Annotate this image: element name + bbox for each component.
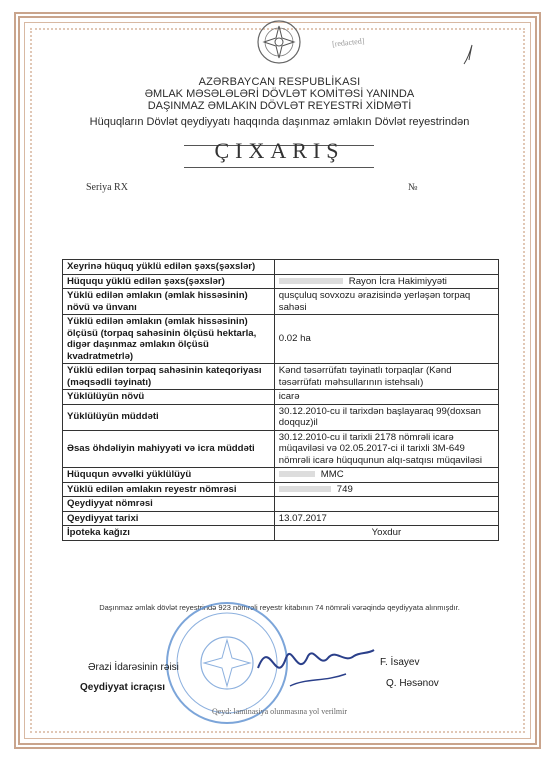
row-key: Yüklülüyün növü bbox=[63, 390, 275, 405]
table-row bbox=[63, 390, 499, 405]
row-key: Yüklü edilən əmlakın reyestr nömrəsi bbox=[63, 482, 275, 497]
table-row bbox=[63, 468, 499, 483]
registry-footnote: Daşınmaz əmlak dövlət reyestrində 923 nömrəli reyestr kitabının 74 nömrəli vərəqində qeydiyyata alınmışdır. bbox=[99, 603, 460, 612]
table-row bbox=[63, 260, 499, 275]
signatory-registrar-name: Q. Həsənov bbox=[386, 678, 439, 689]
coat-of-arms-icon bbox=[254, 18, 304, 66]
redaction bbox=[279, 278, 343, 284]
row-key: Qeydiyyat nömrəsi bbox=[63, 497, 275, 512]
header-subtitle: Hüquqların Dövlət qeydiyyatı haqqında daşınmaz əmlakın Dövlət reyestrindən bbox=[89, 116, 470, 128]
table-row bbox=[63, 430, 499, 468]
row-value: 13.07.2017 bbox=[274, 511, 498, 526]
signature-label-chief: Ərazi İdarəsinin rəisi bbox=[88, 662, 179, 673]
table-row bbox=[63, 364, 499, 390]
table-row bbox=[63, 274, 499, 289]
redaction bbox=[279, 486, 331, 492]
row-value: qusçuluq sovxozu ərazisində yerləşən torpaq sahəsi bbox=[274, 289, 498, 315]
number-label: № bbox=[408, 182, 418, 193]
handwritten-mark bbox=[460, 42, 478, 68]
row-value: 749 bbox=[274, 482, 498, 497]
table-row bbox=[63, 289, 499, 315]
header-country: AZƏRBAYCAN RESPUBLİKASI bbox=[198, 76, 361, 88]
row-key: Yüklü edilən torpaq sahəsinin kateqoriyası (məqsədli təyinatı) bbox=[63, 364, 275, 390]
row-value: Rayon İcra Hakimiyyəti bbox=[274, 274, 498, 289]
table-row bbox=[63, 315, 499, 364]
seria-label: Seriya RX bbox=[86, 182, 128, 193]
extract-table bbox=[62, 259, 499, 541]
signature-label-registrar: Qeydiyyat icraçısı bbox=[80, 682, 166, 693]
title-rule-bottom bbox=[184, 167, 374, 168]
row-value: 30.12.2010-cu il tarixdən başlayaraq 99(doxsan doqquz)il bbox=[274, 404, 498, 430]
header-committee: ƏMLAK MƏSƏLƏLƏRİ DÖVLƏT KOMİTƏSİ YANINDA bbox=[144, 88, 415, 100]
signatory-chief-name: F. İsayev bbox=[380, 657, 420, 668]
table-row bbox=[63, 511, 499, 526]
row-value bbox=[274, 260, 498, 275]
row-value: 0.02 ha bbox=[274, 315, 498, 364]
handwritten-signature bbox=[250, 628, 380, 698]
lamination-note: Qeyd: laminasiya olunmasına yol verilmir bbox=[211, 707, 348, 716]
corner-stamp: [redacted] bbox=[331, 36, 365, 49]
row-key: Hüququ yüklü edilən şəxs(şəxslər) bbox=[63, 274, 275, 289]
row-value bbox=[274, 497, 498, 512]
row-key: Yüklülüyün müddəti bbox=[63, 404, 275, 430]
row-key: Hüququn əvvəlki yüklülüyü bbox=[63, 468, 275, 483]
table-row bbox=[63, 482, 499, 497]
row-key: Xeyrinə hüquq yüklü edilən şəxs(şəxslər) bbox=[63, 260, 275, 275]
row-value: 30.12.2010-cu il tarixli 2178 nömrəli icarə müqaviləsi və 02.05.2017-ci il tarixli 3M-649 nömrəli icarə hüququnun alqı-satqısı müqaviləsi bbox=[274, 430, 498, 468]
row-key: Yüklü edilən əmlakın (əmlak hissəsinin) ölçüsü (torpaq sahəsinin ölçüsü hektarla, digər daşınmaz əmlakın ölçüsü kvadratmetrlə) bbox=[63, 315, 275, 364]
redaction bbox=[279, 471, 315, 477]
row-key: Yüklü edilən əmlakın (əmlak hissəsinin) növü və ünvanı bbox=[63, 289, 275, 315]
header-service: DAŞINMAZ ƏMLAKIN DÖVLƏT REYESTRİ XİDMƏTİ bbox=[147, 100, 412, 112]
row-key: Qeydiyyat tarixi bbox=[63, 511, 275, 526]
table-row bbox=[63, 497, 499, 512]
table-row bbox=[63, 526, 499, 541]
row-value: Kənd təsərrüfatı təyinatlı torpaqlar (Kənd təsərrüfatı məhsullarının istehsalı) bbox=[274, 364, 498, 390]
row-value: Yoxdur bbox=[274, 526, 498, 541]
row-key: Əsas öhdəliyin mahiyyəti və icra müddəti bbox=[63, 430, 275, 468]
row-key: İpoteka kağızı bbox=[63, 526, 275, 541]
document-title: ÇIXARIŞ bbox=[214, 138, 345, 163]
row-value: MMC bbox=[274, 468, 498, 483]
table-row bbox=[63, 404, 499, 430]
row-value: icarə bbox=[274, 390, 498, 405]
